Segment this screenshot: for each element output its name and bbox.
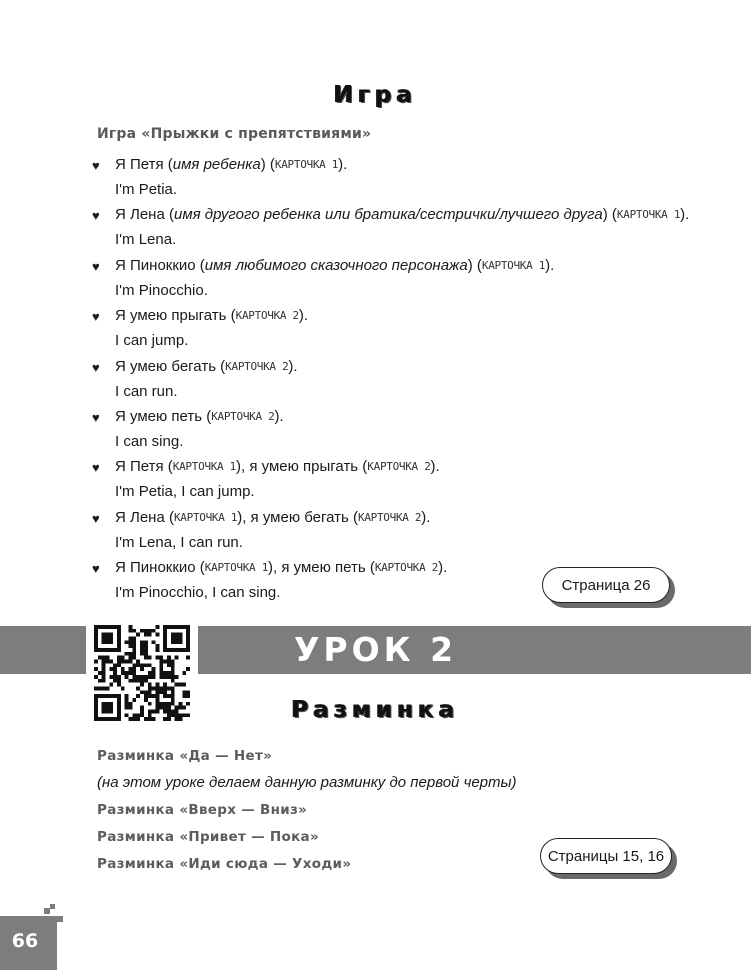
heart-icon: ♥: [92, 309, 100, 325]
heart-icon: ♥: [92, 409, 100, 425]
phrase-english: I'm Petia, I can jump.: [115, 483, 255, 501]
pixel-decoration: [50, 904, 55, 909]
card-ref: КАРТОЧКА 1: [616, 208, 681, 222]
game-section-title: Игра: [333, 82, 418, 108]
phrase-russian: Я Лена (имя другого ребенка или братика/сестрички/лучшего друга) (КАРТОЧКА 1).: [115, 206, 690, 224]
phrase-russian: Я Петя (имя ребенка) (КАРТОЧКА 1).: [115, 156, 348, 173]
warmup-item: Разминка «Вверх — Вниз»: [97, 802, 308, 818]
phrase-english: I'm Pinocchio.: [115, 281, 208, 299]
heart-icon: ♥: [92, 258, 100, 274]
card-ref: КАРТОЧКА 1: [204, 561, 269, 575]
card-ref: КАРТОЧКА 2: [225, 359, 289, 373]
phrase-russian: Я Петя (КАРТОЧКА 1), я умею прыгать (КАРТОЧКА 2).: [115, 458, 440, 476]
heart-icon: ♥: [92, 359, 100, 375]
phrase-russian: Я Лена (КАРТОЧКА 1), я умею бегать (КАРТОЧКА 2).: [115, 508, 431, 526]
warmup-item: Разминка «Да — Нет»: [97, 748, 273, 764]
lesson-title: УРОК 2: [293, 630, 458, 669]
phrase-russian: Я Пиноккио (имя любимого сказочного персонажа) (КАРТОЧКА 1).: [115, 256, 555, 274]
heart-icon: ♥: [92, 510, 100, 526]
phrase-english: I'm Pinocchio, I can sing.: [115, 584, 281, 602]
heart-icon: ♥: [92, 208, 100, 224]
warmup-section-title: Разминка: [291, 697, 460, 723]
card-ref: КАРТОЧКА 1: [481, 258, 546, 272]
phrase-russian: Я Пиноккио (КАРТОЧКА 1), я умею петь (КАРТОЧКА 2).: [115, 559, 448, 577]
phrase-english: I'm Petia.: [115, 181, 178, 198]
pixel-decoration: [57, 916, 63, 922]
card-ref: КАРТОЧКА 1: [172, 460, 237, 474]
phrase-english: I'm Lena, I can run.: [115, 533, 243, 551]
phrase-russian: Я умею бегать (КАРТОЧКА 2).: [115, 357, 298, 375]
heart-icon: ♥: [92, 158, 100, 173]
phrase-english: I can sing.: [115, 432, 184, 450]
game-heading: Игра «Прыжки с препятствиями»: [97, 126, 372, 142]
phrase-english: I'm Lena.: [115, 231, 177, 249]
page-number: 66: [11, 930, 39, 952]
card-ref: КАРТОЧКА 2: [367, 460, 431, 474]
card-ref: КАРТОЧКА 1: [274, 158, 339, 171]
warmup-note: (на этом уроке делаем данную разминку до первой черты): [97, 774, 517, 791]
card-ref: КАРТОЧКА 2: [235, 309, 299, 323]
page-reference-badge: Страница 26: [542, 567, 670, 603]
phrase-english: I can run.: [115, 382, 178, 400]
warmup-item: Разминка «Привет — Пока»: [97, 829, 319, 845]
heart-icon: ♥: [92, 460, 100, 476]
card-ref: КАРТОЧКА 2: [358, 510, 422, 524]
phrase-russian: Я умею петь (КАРТОЧКА 2).: [115, 407, 284, 425]
card-ref: КАРТОЧКА 1: [173, 510, 238, 524]
phrase-russian: Я умею прыгать (КАРТОЧКА 2).: [115, 307, 309, 325]
card-ref: КАРТОЧКА 2: [211, 409, 275, 423]
heart-icon: ♥: [92, 561, 100, 577]
warmup-item: Разминка «Иди сюда — Уходи»: [97, 856, 352, 872]
phrase-english: I can jump.: [115, 332, 189, 350]
page-reference-badge: Страницы 15, 16: [540, 838, 672, 874]
card-ref: КАРТОЧКА 2: [374, 561, 439, 575]
